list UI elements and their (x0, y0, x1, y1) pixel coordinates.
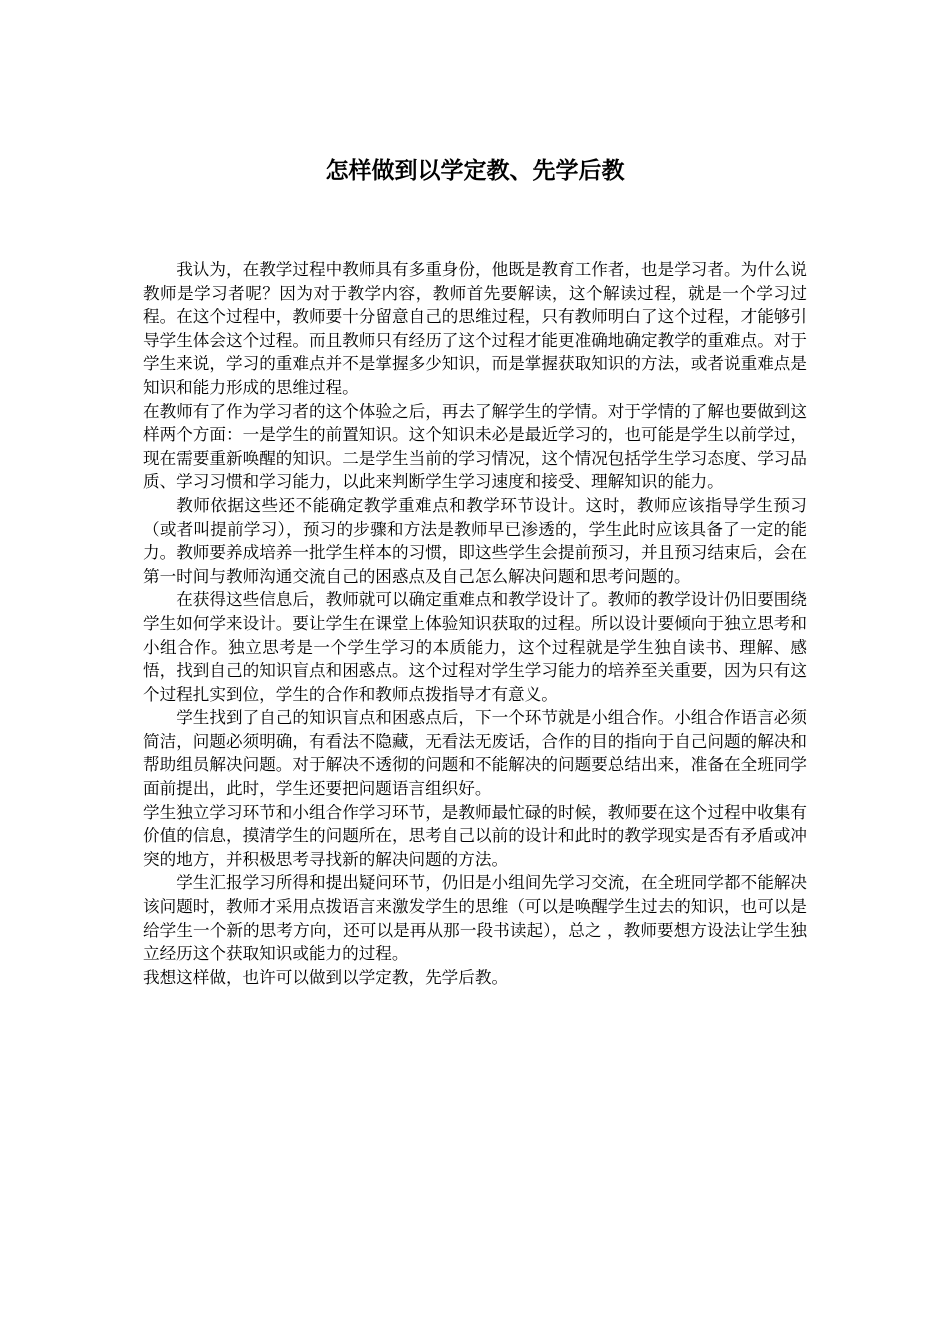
document-body (143, 258, 807, 989)
paragraph: 在获得这些信息后，教师就可以确定重难点和教学设计了。教师的教学设计仍旧要围绕学生如何学来设计。要让学生在课堂上体验知识获取的过程。所以设计要倾向于独立思考和小组合作。独立思考是一个学生学习的本质能力，这个过程就是学生独自读书、理解、感悟，找到自己的知识盲点和困惑点。这个过程对学生学习能力的培养至关重要，因为只有这个过程扎实到位，学生的合作和教师点拨指导才有意义。 (143, 590, 807, 704)
paragraph: 我想这样做，也许可以做到以学定教，先学后教。 (143, 967, 509, 987)
paragraph: 在教师有了作为学习者的这个体验之后，再去了解学生的学情。对于学情的了解也要做到这样两个方面：一是学生的前置知识。这个知识未必是最近学习的，也可能是学生以前学过，现在需要重新唤醒的知识。二是学生当前的学习情况，这个情况包括学生学习态度、学习品质、学习习惯和学习能力，以此来判断学生学习速度和接受、理解知识的能力。 (143, 401, 807, 492)
paragraph: 学生汇报学习所得和提出疑问环节，仍旧是小组间先学习交流，在全班同学都不能解决该问题时，教师才采用点拨语言来激发学生的思维（可以是唤醒学生过去的知识，也可以是给学生一个新的思考方向，还可以是再从那一段书读起），总之 ，教师要想方设法让学生独立经历这个获取知识或能力的过程。 (143, 873, 807, 964)
paragraph: 教师依据这些还不能确定教学重难点和教学环节设计。这时，教师应该指导学生预习（或者叫提前学习），预习的步骤和方法是教师早已渗透的，学生此时应该具备了一定的能力。教师要养成培养一批学生样本的习惯，即这些学生会提前预习，并且预习结束后，会在第一时间与教师沟通交流自己的困惑点及自己怎么解决问题和思考问题的。 (143, 495, 807, 586)
document-title: 怎样做到以学定教、先学后教 (325, 158, 625, 184)
paragraph: 学生找到了自己的知识盲点和困惑点后，下一个环节就是小组合作。小组合作语言必须简洁，问题必须明确，有看法不隐藏，无看法无废话，合作的目的指向于自己问题的解决和帮助组员解决问题。对于解决不透彻的问题和不能解决的问题要总结出来，准备在全班同学面前提出，此时，学生还要把问题语言组织好。 (143, 708, 807, 799)
paragraph: 学生独立学习环节和小组合作学习环节，是教师最忙碌的时候，教师要在这个过程中收集有价值的信息，摸清学生的问题所在，思考自己以前的设计和此时的教学现实是否有矛盾或冲突的地方，并积极思考寻找新的解决问题的方法。 (143, 802, 807, 869)
paragraph: 我认为，在教学过程中教师具有多重身份，他既是教育工作者，也是学习者。为什么说教师是学习者呢？因为对于教学内容，教师首先要解读，这个解读过程，就是一个学习过程。在这个过程中，教师要十分留意自己的思维过程，只有教师明白了这个过程，才能够引导学生体会这个过程。而且教师只有经历了这个过程才能更准确地确定教学的重难点。对于学生来说，学习的重难点并不是掌握多少知识，而是掌握获取知识的方法，或者说重难点是知识和能力形成的思维过程。 (143, 260, 807, 397)
